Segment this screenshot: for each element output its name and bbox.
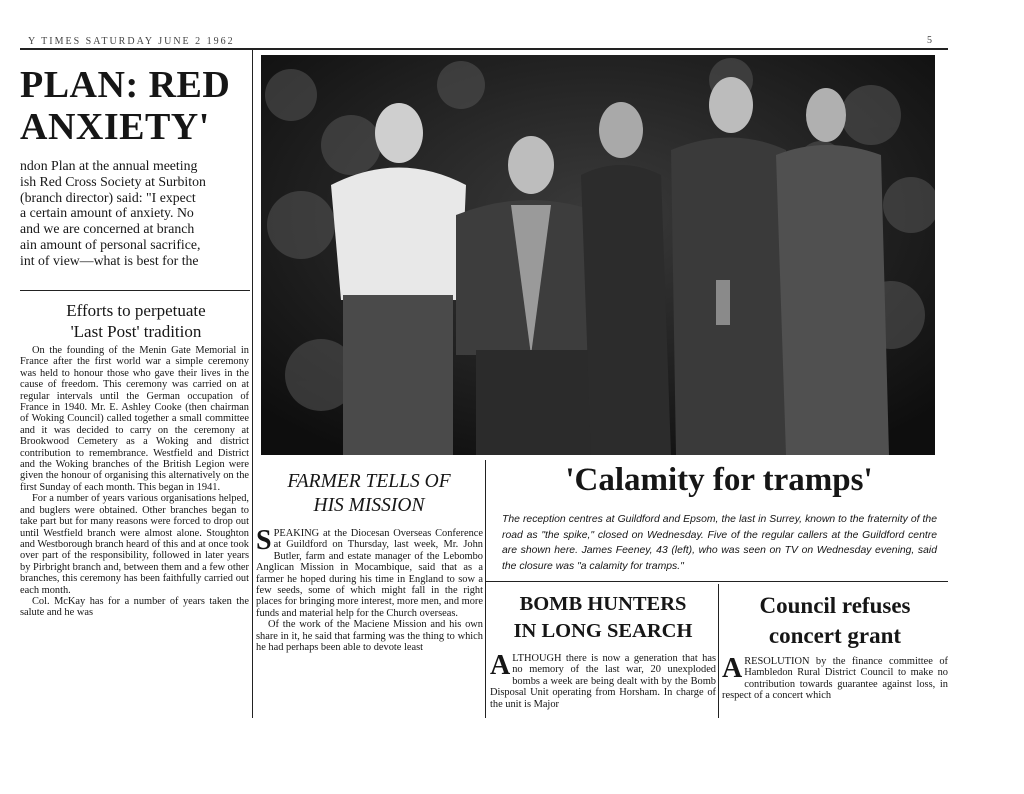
paragraph: RESOLUTION by the finance committee of Hambledon Rural District Council to make no contribution towards guarantee against loss, in respect of a concert which	[722, 656, 948, 702]
paragraph: For a number of years various organisations helped, and buglers were obtained. Other branches began to take part but for many reasons were forced to drop out until Westfield branch were almost alone. Stoughton and Westborough branch heard of this and at once took over part of the responsibility, followed in later years by Pirbright branch and, between them and a few other branches, this ceremony has been faithfully carried out each month.	[20, 493, 249, 596]
paragraph: PEAKING at the Diocesan Overseas Conference at Guildford on Thursday, last week, Mr. John Butler, farm and estate manager of the Lebombo Anglican Mission in Mocambique, said that as a farmer he hoped during his time in England to sow a few seeds, some of which might fall in the right places for bringing more interest, more men, and more funds and material help for the Church overseas.	[256, 528, 483, 619]
last-post-body	[20, 345, 249, 717]
headline-line: PLAN: RED	[20, 64, 231, 106]
drop-cap: A	[722, 656, 743, 684]
drop-cap: S	[256, 528, 272, 556]
farmer-body	[256, 528, 483, 717]
column-rule	[485, 460, 486, 718]
paragraph: On the founding of the Menin Gate Memorial in France after the first world war a simple ceremony was held to honour those who gave their lives in the cause of freedom. This ceremony was carried on at regular intervals until the German occupation of France in 1940. Mr. E. Ashley Cooke (then chairman of Woking Council) called together a small committee and it was decided to carry on the ceremony at Brookwood Cemetery as a Woking and district contribution to remembrance. Westfield and District and the Woking branches of the British Legion were given the honour of organising this alternatively on the first Sunday of each month. This began in 1941.	[20, 345, 249, 493]
photo-caption: The reception centres at Guildford and Epsom, the last in Surrey, known to the fraternity of the road as "the spike," closed on Wednesday. Five of the regular callers at the Guildford centre are shown here. James Feeney, 43 (left), who was seen on TV on Wednesday evening, said the closure was "a calamity for tramps."	[502, 514, 937, 572]
bomb-headline	[490, 591, 716, 645]
lead-headline	[20, 64, 230, 148]
paragraph: Col. McKay has for a number of years taken the salute and he was	[20, 595, 249, 619]
headline-line: HIS MISSION	[313, 495, 425, 516]
calamity-headline: 'Calamity for tramps'	[565, 462, 873, 498]
council-body	[722, 656, 948, 717]
page-number: 5	[927, 35, 932, 46]
body-line: int of view—what is best for the	[20, 252, 199, 268]
drop-cap: A	[490, 653, 511, 681]
photo-image	[261, 55, 935, 455]
section-rule	[486, 581, 948, 582]
headline-line: ANXIETY'	[20, 106, 210, 148]
masthead: Y TIMES SATURDAY JUNE 2 1962	[28, 36, 235, 47]
body-line: ish Red Cross Society at Surbiton	[20, 173, 206, 189]
headline-line: 'Last Post' tradition	[70, 322, 202, 341]
headline-line: BOMB HUNTERS	[519, 593, 687, 615]
body-line: ndon Plan at the annual meeting	[20, 158, 198, 173]
body-line: a certain amount of anxiety. No	[20, 205, 194, 221]
headline-line: FARMER TELLS OF	[287, 471, 451, 492]
last-post-headline	[22, 300, 250, 342]
council-headline	[722, 591, 948, 651]
paragraph: LTHOUGH there is now a generation that has no memory of the last war, 20 unexploded bombs a week are being dealt with by the Bomb Disposal Unit operating from Horsham. In charge of the unit is Major	[490, 653, 716, 710]
headline-line: Efforts to perpetuate	[66, 301, 206, 320]
body-line: and we are concerned at branch	[20, 221, 195, 237]
lead-body	[20, 158, 248, 269]
column-rule	[252, 50, 253, 718]
tramps-photo	[261, 55, 935, 455]
headline-line: concert grant	[768, 623, 902, 648]
column-rule	[718, 584, 719, 718]
masthead-rule	[20, 48, 948, 50]
headline-line: Council refuses	[759, 593, 911, 618]
bomb-body	[490, 653, 716, 717]
body-line: (branch director) said: "I expect	[20, 189, 196, 205]
farmer-headline	[256, 470, 482, 518]
body-line: ain amount of personal sacrifice,	[20, 236, 201, 252]
section-rule	[20, 290, 250, 291]
headline-line: IN LONG SEARCH	[513, 620, 693, 642]
paragraph: Of the work of the Maciene Mission and his own share in it, he said that farming was the thing to which he had perhaps been able to devote least	[256, 619, 483, 654]
